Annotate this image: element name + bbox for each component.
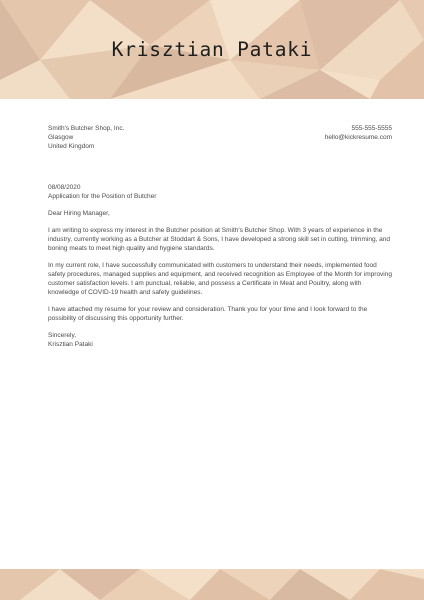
paragraph-3: I have attached my resume for your review and consideration. Thank you for your time and I look forward to the possibility of discussing this opportunity further. [48,306,368,322]
recipient-address [48,124,124,151]
paragraph-2: In my current role, I have successfully communicated with customers to understand their needs, implemented food safety procedures, managed supplies and equipment, and received recognition as Employee of the Month for improving customer satisfaction levels. I am punctual, reliable, and possess a Certificate in Meat and Poultry, along with knowledge of COVID-19 health and safety guidelines. [48,262,392,296]
recipient-company: Smith's Butcher Shop, Inc. [48,125,125,132]
paragraph-1: I am writing to express my interest in the Butcher position at Smith's Butcher Shop. With 3 years of experience in the industry, currently working as a Butcher at Stoddart & Sons, I have developed a strong skill set in cutting, trimming, and boning meats to meet high quality and hygiene standards. [48,227,391,252]
letter-date: 08/08/2020 [48,184,81,191]
letter-body [48,124,392,349]
closing: Sincerely, [48,332,77,339]
signature: Krisztian Pataki [48,341,93,348]
date-subject-block [48,183,392,201]
recipient-country: United Kingdom [48,143,95,150]
geometric-pattern-footer [0,569,424,600]
footer-banner [0,569,424,600]
greeting: Dear Hiring Manager, [48,210,110,217]
sender-phone: 555-555-5555 [351,125,392,132]
closing-block [48,331,392,349]
letter-subject: Application for the Position of Butcher [48,193,157,200]
sender-name-heading: Krisztian Pataki [111,38,313,61]
recipient-city: Glasgow [48,134,74,141]
sender-contact [325,124,392,151]
sender-email: hello@kickresume.com [324,134,392,141]
address-row [48,124,392,151]
